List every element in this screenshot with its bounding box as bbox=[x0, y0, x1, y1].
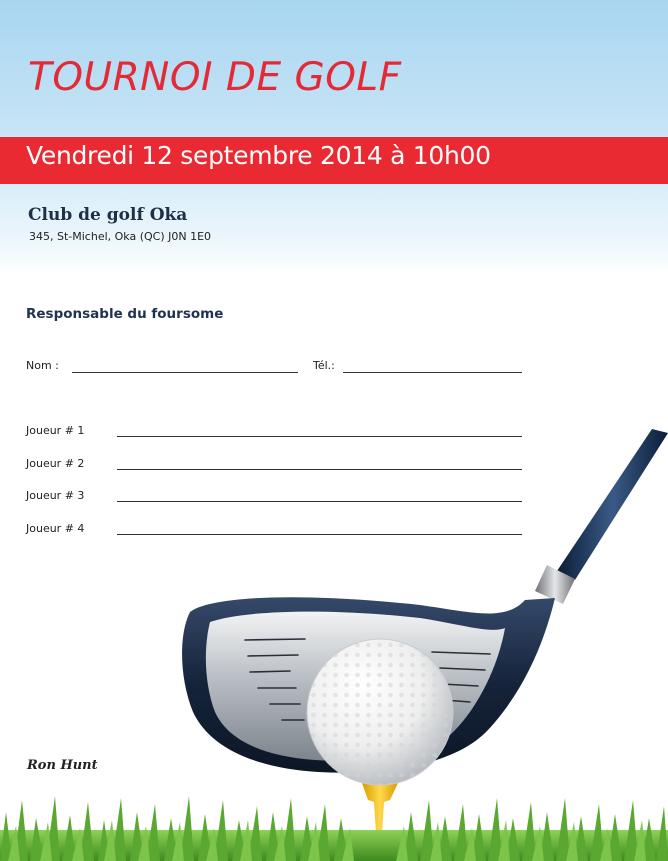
club-address: 345, St-Michel, Oka (QC) J0N 1E0 bbox=[29, 230, 212, 243]
section-heading-foursome: Responsable du foursome bbox=[26, 306, 224, 322]
event-date-text: Vendredi 12 septembre 2014 à 10h00 bbox=[26, 141, 491, 170]
designer-signature: Ron Hunt bbox=[27, 758, 98, 773]
player-4-label: Joueur # 4 bbox=[26, 522, 85, 535]
player-2-label: Joueur # 2 bbox=[26, 457, 85, 470]
phone-label: Tél.: bbox=[313, 359, 335, 372]
player-3-label: Joueur # 3 bbox=[26, 489, 85, 502]
golf-club-ball-icon bbox=[0, 420, 668, 861]
player-1-label: Joueur # 1 bbox=[26, 424, 85, 437]
club-name: Club de golf Oka bbox=[28, 205, 188, 225]
phone-field-line[interactable] bbox=[343, 372, 522, 373]
name-label: Nom : bbox=[26, 359, 59, 372]
name-field-line[interactable] bbox=[72, 372, 298, 373]
page-title: TOURNOI DE GOLF bbox=[28, 55, 402, 100]
